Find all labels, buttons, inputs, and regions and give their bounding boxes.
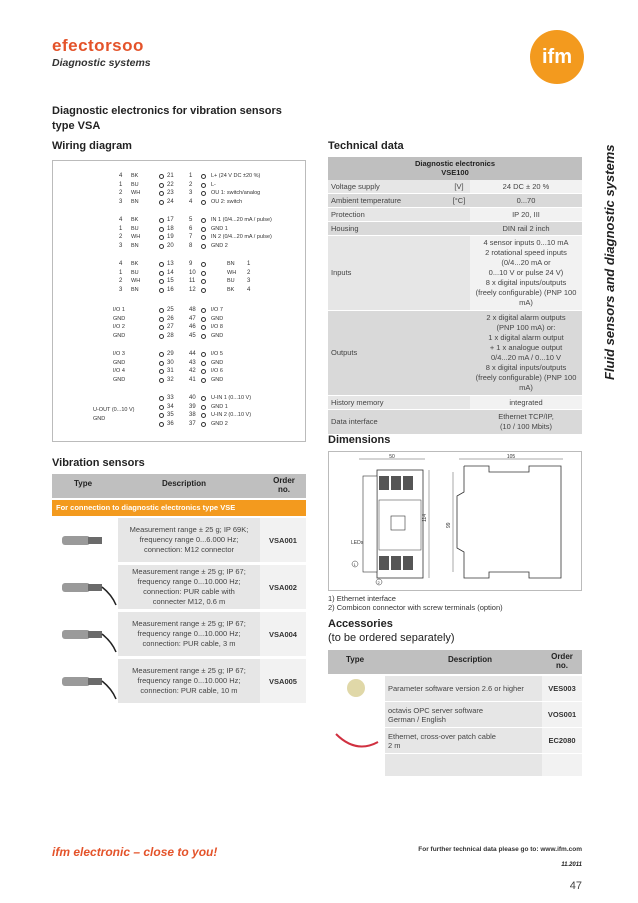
terminal-label: GND 1 — [211, 225, 228, 232]
dim-note-2: 2) Combicon connector with screw terminals (option) — [328, 603, 503, 612]
terminal — [201, 262, 206, 267]
sensor-wire-color: BU — [131, 225, 139, 232]
vs-col-type: Type — [74, 479, 93, 488]
tech-row — [328, 194, 582, 208]
terminal — [159, 191, 164, 196]
vs-subheader: For connection to diagnostic electronics type VSE — [52, 500, 306, 516]
tech-cell-k: Data interface — [328, 410, 448, 434]
terminal-left: 29 — [167, 351, 174, 357]
acc-desc: Parameter software version 2.6 or higher — [385, 676, 542, 701]
terminal — [159, 325, 164, 330]
tech-cell-v: DIN rail 2 inch — [470, 222, 582, 235]
sensor-image — [52, 518, 118, 562]
vs-row — [52, 659, 306, 703]
tech-cell-v: 4 sensor inputs 0...10 mA 2 rotational speed inputs (0/4...20 mA or 0...10 V or pulse 24 V) 8 x digital inputs/outputs (freely configurable) (PNP 100 mA) — [470, 236, 582, 310]
terminal-right: 40 — [189, 395, 196, 401]
terminal-left-label: GND — [93, 415, 106, 422]
terminal-right: 44 — [189, 351, 196, 357]
tech-cell-k: Outputs — [328, 311, 448, 395]
terminal — [201, 183, 206, 188]
terminal — [201, 396, 206, 401]
terminal — [201, 244, 206, 249]
terminal — [201, 227, 206, 232]
terminal-right: 10 — [189, 269, 196, 276]
tech-cell-u — [448, 311, 470, 395]
dimension-drawing — [328, 451, 582, 591]
terminal — [159, 405, 164, 410]
sensor-pin-number: 1 — [119, 225, 123, 232]
terminal-left-label: GND — [113, 359, 126, 366]
terminal-label: U-IN 1 (0...10 V) — [211, 395, 252, 401]
terminal-right: 9 — [189, 261, 193, 267]
terminal-left: 36 — [167, 420, 174, 427]
terminal — [201, 200, 206, 205]
terminal-left: 23 — [167, 190, 174, 196]
terminal — [159, 352, 164, 357]
sensor-pin-number: 4 — [119, 217, 123, 223]
footer-logo: ifm electronic – close to you! — [52, 845, 218, 859]
terminal-left: 28 — [167, 332, 174, 339]
tech-row — [328, 208, 582, 222]
terminal-label: L+ (24 V DC ±20 %) — [211, 173, 261, 179]
efector-logo: efectorsoo — [52, 36, 144, 55]
dim-n1: 1 — [353, 562, 356, 567]
wiring-heading: Wiring diagram — [52, 140, 132, 152]
terminal-right: 46 — [189, 324, 196, 330]
terminal-label: GND 2 — [211, 420, 228, 427]
terminal-left: 16 — [167, 286, 174, 293]
sensor-image — [52, 612, 118, 656]
subtitle: Diagnostic systems — [52, 57, 151, 69]
side-title: Fluid sensors and diagnostic systems — [602, 144, 617, 380]
terminal-right: 6 — [189, 225, 193, 232]
vs-col-desc: Description — [162, 479, 207, 488]
terminal-right: 1 — [189, 173, 193, 179]
sensor-wire-color: WH — [131, 190, 141, 196]
terminal — [201, 378, 206, 383]
acc-col-order: Order no. — [551, 652, 573, 670]
tech-cell-k: Protection — [328, 208, 448, 221]
terminal — [201, 191, 206, 196]
terminal-label: GND — [211, 332, 224, 339]
footer-date: 11.2011 — [561, 862, 582, 868]
terminal — [201, 218, 206, 223]
sensor-pin-number: 1 — [119, 269, 123, 276]
terminal-left: 14 — [167, 269, 174, 276]
accessory-image — [328, 728, 385, 753]
dim-105: 105 — [506, 454, 516, 460]
vs-row — [52, 565, 306, 609]
terminal — [201, 279, 206, 284]
vs-order: VSA002 — [260, 565, 306, 609]
sensor-pin-number: 1 — [247, 261, 251, 267]
terminal — [201, 405, 206, 410]
terminal-label: OU 2: switch — [211, 198, 243, 205]
acc-order: EC2080 — [542, 728, 582, 753]
tech-cell-k: Housing — [328, 222, 448, 235]
terminal-left: 30 — [167, 359, 174, 366]
terminal-label: GND — [211, 315, 224, 322]
dims-heading: Dimensions — [328, 434, 391, 446]
terminal-left: 33 — [167, 395, 174, 401]
terminal — [159, 288, 164, 293]
tech-cell-v: IP 20, III — [470, 208, 582, 221]
sensor-wire-color: WH — [227, 269, 237, 276]
page-number: 47 — [569, 880, 582, 892]
terminal-label: GND 1 — [211, 403, 228, 410]
tech-cell-v: Ethernet TCP/IP, (10 / 100 Mbits) — [470, 410, 582, 434]
terminal-left: 21 — [167, 173, 174, 179]
terminal-left: 26 — [167, 315, 174, 322]
terminal — [159, 183, 164, 188]
acc-heading-1: Accessories — [328, 618, 393, 630]
tech-cell-k: Inputs — [328, 236, 448, 310]
footer-more-info: For further technical data please go to: www.ifm.com — [418, 846, 582, 853]
acc-order: VOS001 — [542, 702, 582, 727]
terminal-right: 12 — [189, 286, 196, 293]
tech-cell-k: Voltage supply — [328, 180, 448, 193]
acc-row — [328, 676, 582, 701]
terminal — [201, 271, 206, 276]
vs-desc: Measurement range ± 25 g; IP 69K; frequency range 0...6.000 Hz; connection: M12 connector — [118, 518, 260, 562]
tech-row — [328, 311, 582, 396]
tech-cell-u: [V] — [448, 180, 470, 193]
terminal-left: 13 — [167, 261, 174, 267]
sensor-wire-color: BK — [227, 286, 235, 293]
terminal-left-label: GND — [113, 315, 126, 322]
page-title: Diagnostic electronics for vibration sensors type VSA — [52, 105, 282, 132]
terminal — [159, 174, 164, 179]
vs-desc: Measurement range ± 25 g; IP 67; frequency range 0...10.000 Hz; connection: PUR cable, 3 m — [118, 612, 260, 656]
sensor-pin-number: 4 — [247, 286, 251, 293]
terminal-right: 2 — [189, 181, 193, 188]
terminal-left: 35 — [167, 412, 174, 418]
tech-cell-v: 0...70 — [470, 194, 582, 207]
sensor-pin-number: 3 — [119, 286, 123, 293]
sensor-pin-number: 2 — [119, 278, 123, 284]
terminal-label: OU 1: switch/analog — [211, 190, 261, 196]
tech-cell-u — [448, 396, 470, 409]
terminal-left: 24 — [167, 198, 174, 205]
sensor-wire-color: BN — [131, 242, 139, 249]
sensor-pin-number: 2 — [247, 269, 251, 276]
terminal — [159, 396, 164, 401]
dim-99: 99 — [446, 522, 452, 528]
terminal-left-label: GND — [113, 332, 126, 339]
terminal-left: 31 — [167, 368, 174, 374]
terminal-label: I/O 7 — [211, 307, 223, 313]
terminal-right: 11 — [189, 278, 196, 284]
sensor-wire-color: BU — [131, 181, 139, 188]
terminal — [201, 317, 206, 322]
terminal-left: 34 — [167, 403, 174, 410]
terminal — [159, 244, 164, 249]
terminal — [201, 325, 206, 330]
sensor-pin-number: 1 — [119, 181, 123, 188]
terminal-label: GND — [211, 376, 224, 383]
dim-114: 114 — [422, 514, 428, 522]
vs-desc: Measurement range ± 25 g; IP 67; frequency range 0...10.000 Hz; connection: PUR cable, 10 m — [118, 659, 260, 703]
terminal-right: 47 — [189, 315, 196, 322]
terminal — [201, 361, 206, 366]
terminal — [201, 422, 206, 427]
terminal — [159, 235, 164, 240]
tech-cell-v: integrated — [470, 396, 582, 409]
vs-table-header — [52, 474, 306, 498]
terminal-left-label: I/O 3 — [113, 351, 125, 357]
tech-row — [328, 236, 582, 311]
terminal-right: 39 — [189, 403, 196, 410]
vs-heading: Vibration sensors — [52, 457, 145, 469]
terminal-right: 5 — [189, 217, 193, 223]
tech-header-line2: VSE100 — [441, 168, 469, 177]
sensor-pin-number: 2 — [119, 234, 123, 240]
terminal — [201, 413, 206, 418]
terminal-right: 4 — [189, 198, 193, 205]
acc-heading-2: (to be ordered separately) — [328, 632, 455, 644]
terminal-right: 48 — [189, 307, 196, 313]
terminal — [201, 174, 206, 179]
terminal-right: 43 — [189, 359, 196, 366]
dim-leds: LEDs — [351, 540, 364, 546]
terminal — [159, 369, 164, 374]
vs-order: VSA005 — [260, 659, 306, 703]
sensor-wire-color: BU — [131, 269, 139, 276]
tech-cell-u — [448, 410, 470, 434]
sensor-wire-color: BU — [227, 278, 235, 284]
dim-note-1: 1) Ethernet interface — [328, 594, 396, 603]
terminal — [159, 262, 164, 267]
tech-row — [328, 396, 582, 410]
terminal — [159, 227, 164, 232]
tech-cell-u — [448, 208, 470, 221]
sensor-wire-color: BN — [227, 261, 235, 267]
tech-table — [328, 157, 582, 435]
dimension-svg — [329, 452, 581, 590]
terminal — [159, 317, 164, 322]
dim-n2: 2 — [377, 580, 380, 585]
terminal — [159, 200, 164, 205]
sensor-wire-color: BK — [131, 261, 139, 267]
sensor-wire-color: BN — [131, 198, 139, 205]
tech-row — [328, 410, 582, 435]
terminal-right: 8 — [189, 242, 193, 249]
accessory-image — [328, 754, 385, 776]
terminal-left-label: I/O 4 — [113, 368, 125, 374]
terminal-left: 18 — [167, 225, 174, 232]
tech-table-header — [328, 157, 582, 180]
acc-order: VES003 — [542, 676, 582, 701]
acc-order — [542, 754, 582, 776]
sensor-wire-color: WH — [131, 278, 141, 284]
acc-row — [328, 702, 582, 727]
terminal-label: IN 2 (0/4...20 mA / pulse) — [211, 234, 272, 240]
acc-col-desc: Description — [448, 655, 493, 664]
terminal-label: GND 2 — [211, 242, 228, 249]
terminal-right: 45 — [189, 332, 196, 339]
terminal — [159, 413, 164, 418]
tech-cell-u — [448, 236, 470, 310]
tech-heading: Technical data — [328, 140, 404, 152]
terminal-right: 38 — [189, 412, 196, 418]
terminal-label: I/O 5 — [211, 351, 223, 357]
terminal — [159, 218, 164, 223]
terminal-label: I/O 6 — [211, 368, 223, 374]
terminal-left: 20 — [167, 242, 174, 249]
sensor-pin-number: 3 — [119, 198, 123, 205]
terminal — [159, 422, 164, 427]
terminal — [201, 334, 206, 339]
terminal-left-label: I/O 1 — [113, 307, 125, 313]
vs-order: VSA004 — [260, 612, 306, 656]
terminal-right: 3 — [189, 190, 193, 196]
vs-row — [52, 518, 306, 562]
sensor-pin-number: 3 — [247, 278, 251, 284]
accessory-image — [328, 676, 385, 701]
sensor-wire-color: BN — [131, 286, 139, 293]
accessory-image — [328, 702, 385, 727]
vs-row — [52, 612, 306, 656]
terminal — [201, 288, 206, 293]
acc-desc: Ethernet, cross-over patch cable 2 m — [385, 728, 542, 753]
acc-table-header — [328, 650, 582, 674]
sensor-wire-color: BK — [131, 217, 139, 223]
sensor-pin-number: 3 — [119, 242, 123, 249]
terminal-label: GND — [211, 359, 224, 366]
acc-col-type: Type — [346, 655, 365, 664]
terminal-left: 27 — [167, 324, 174, 330]
acc-row — [328, 728, 582, 753]
wiring-diagram — [52, 160, 306, 442]
dim-50: 50 — [389, 454, 395, 460]
terminal-left: 22 — [167, 181, 174, 188]
terminal-label: I/O 8 — [211, 324, 223, 330]
terminal-right: 37 — [189, 420, 196, 427]
sensor-pin-number: 4 — [119, 261, 123, 267]
acc-desc — [385, 754, 542, 776]
sensor-pin-number: 4 — [119, 173, 123, 179]
tech-cell-k: Ambient temperature — [328, 194, 448, 207]
tech-header-line1: Diagnostic electronics — [414, 159, 496, 168]
terminal-right: 42 — [189, 368, 196, 374]
vs-col-order: Order no. — [273, 476, 295, 494]
acc-row — [328, 754, 582, 776]
vs-order: VSA001 — [260, 518, 306, 562]
sensor-wire-color: WH — [131, 234, 141, 240]
sensor-image — [52, 565, 118, 609]
tech-cell-k: History memory — [328, 396, 448, 409]
terminal-left-label: U-OUT (0...10 V) — [93, 407, 135, 413]
terminal — [201, 369, 206, 374]
terminal — [159, 308, 164, 313]
tech-row — [328, 180, 582, 194]
terminal-right: 41 — [189, 376, 196, 383]
terminal-left: 17 — [167, 217, 174, 223]
acc-desc: octavis OPC server software German / English — [385, 702, 542, 727]
terminal — [159, 334, 164, 339]
terminal-label: L- — [211, 181, 216, 188]
terminal-left: 19 — [167, 234, 174, 240]
terminal-left: 15 — [167, 278, 174, 284]
tech-cell-u: [°C] — [448, 194, 470, 207]
terminal-left: 25 — [167, 307, 174, 313]
terminal — [201, 235, 206, 240]
tech-cell-v: 24 DC ± 20 % — [470, 180, 582, 193]
tech-cell-v: 2 x digital alarm outputs (PNP 100 mA) or: 1 x digital alarm output + 1 x analogue output 0/4...20 mA / 0...10 V 8 x digital inputs/outputs (freely configurable) (PNP 100 mA) — [470, 311, 582, 395]
sensor-pin-number: 2 — [119, 190, 123, 196]
terminal-left: 32 — [167, 376, 174, 383]
terminal-left-label: I/O 2 — [113, 324, 125, 330]
terminal — [201, 352, 206, 357]
terminal — [159, 361, 164, 366]
terminal-label: IN 1 (0/4...20 mA / pulse) — [211, 217, 272, 223]
terminal — [201, 308, 206, 313]
terminal — [159, 279, 164, 284]
sensor-image — [52, 659, 118, 703]
vs-desc: Measurement range ± 25 g; IP 67; frequency range 0...10.000 Hz; connection: PUR cable with connecter M12, 0.6 m — [118, 565, 260, 609]
ifm-logo: ifm — [530, 30, 584, 84]
tech-cell-u — [448, 222, 470, 235]
terminal — [159, 378, 164, 383]
terminal-label: U-IN 2 (0...10 V) — [211, 412, 252, 418]
terminal-right: 7 — [189, 234, 193, 240]
tech-row — [328, 222, 582, 236]
terminal-left-label: GND — [113, 376, 126, 383]
terminal — [159, 271, 164, 276]
sensor-wire-color: BK — [131, 173, 139, 179]
